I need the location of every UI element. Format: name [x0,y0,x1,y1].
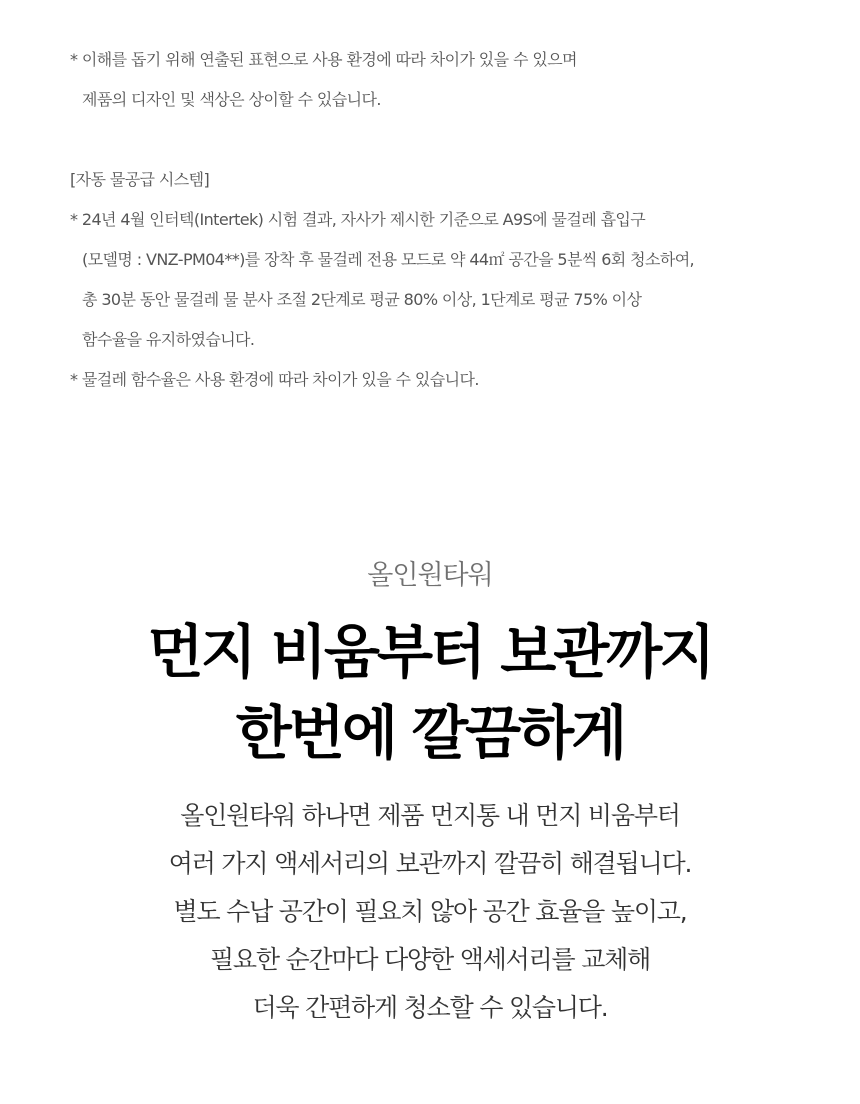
headline [0,612,860,774]
disclaimer-line-1: * 이해를 돕기 위해 연출된 표현으로 사용 환경에 따라 차이가 있을 수 있으며 [70,50,577,69]
test-result-line-1: * 24년 4월 인터텍(Intertek) 시험 결과, 자사가 제시한 기준으로 A9S에 물걸레 흡입구 [70,210,646,229]
disclaimer-line-2: 제품의 디자인 및 색상은 상이할 수 있습니다. [82,90,381,109]
body-line-4: 필요한 순간마다 다양한 액세서리를 교체해 [209,945,651,974]
body-line-3: 별도 수납 공간이 필요치 않아 공간 효율을 높이고, [173,897,687,926]
headline-line-1: 먼지 비움부터 보관까지 [147,618,713,686]
footnotes-section [70,40,830,400]
test-result-line-2: (모델명 : VNZ-PM04**)를 장착 후 물걸레 전용 모드로 약 44㎡ 공간을 5분씩 6회 청소하여, [82,250,695,269]
body-line-2: 여러 가지 액세서리의 보관까지 깔끔히 해결됩니다. [168,849,692,878]
spacer [70,120,830,160]
moisture-note: * 물걸레 함수율은 사용 환경에 따라 차이가 있을 수 있습니다. [70,370,479,389]
hero-section [0,552,860,1032]
body-line-5: 더욱 간편하게 청소할 수 있습니다. [252,993,608,1022]
body-line-1: 올인원타워 하나면 제품 먼지통 내 먼지 비움부터 [180,801,680,830]
body-copy [0,792,860,1032]
eyebrow-label: 올인원타워 [367,560,493,591]
section-label: [자동 물공급 시스템] [70,170,210,189]
test-result-line-4: 함수율을 유지하였습니다. [82,330,255,349]
headline-line-2: 한번에 깔끔하게 [235,699,625,767]
test-result-line-3: 총 30분 동안 물걸레 물 분사 조절 2단계로 평균 80% 이상, 1단계로 평균 75% 이상 [82,290,642,309]
